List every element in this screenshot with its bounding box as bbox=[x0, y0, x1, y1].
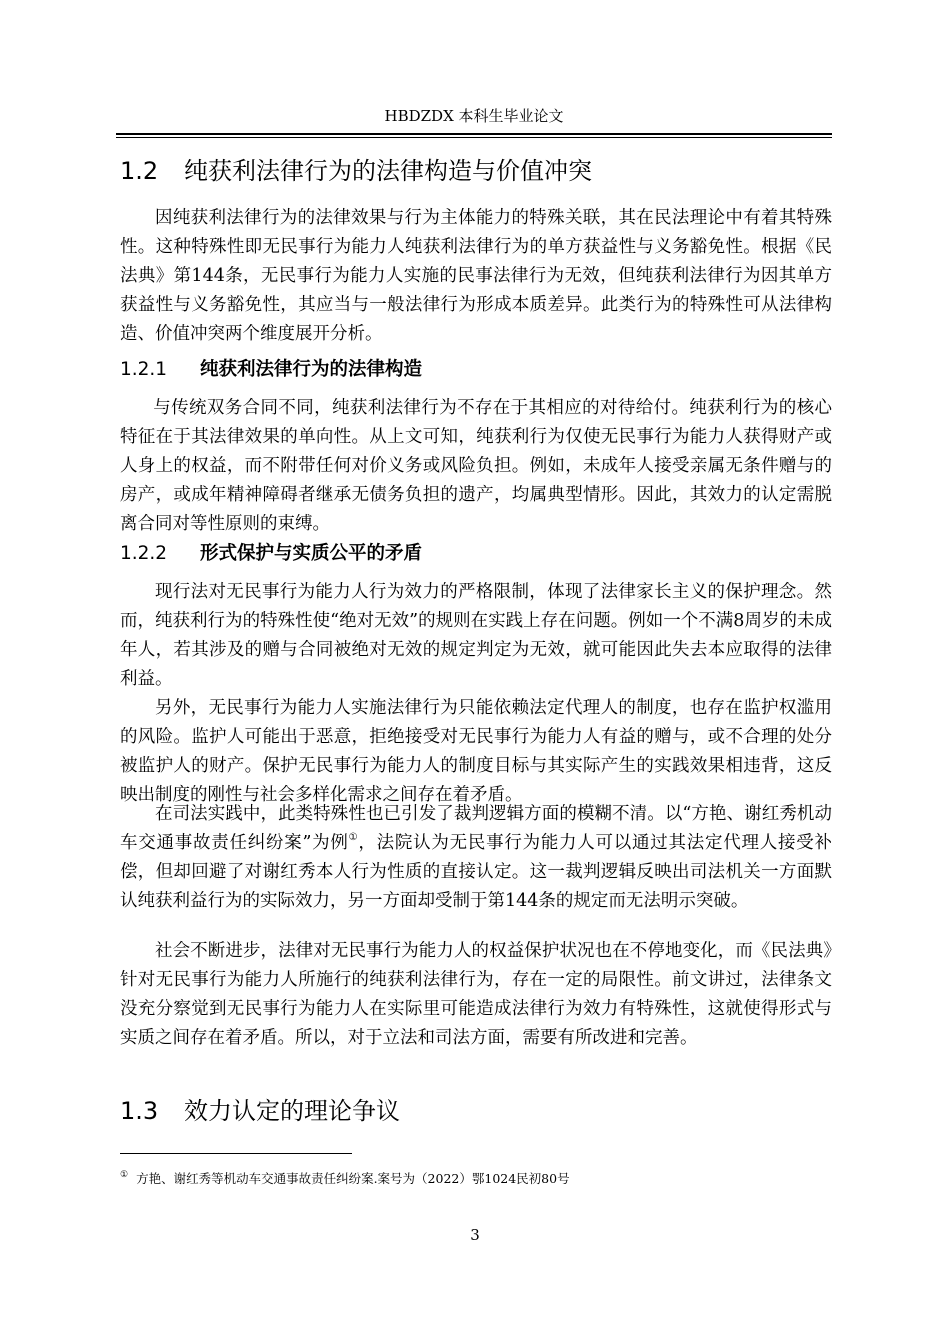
paragraph-text-after-note: ，法院认为无民事行为能力人可以通过其法定代理人接受补偿，但却回避了对谢红秀本人行为性质的直接认定。这一裁判逻辑反映出司法机关一方面默认纯获利益行为的实际效力，另一方面却受制于第144条的规定而无法明示突破。 bbox=[120, 833, 832, 911]
section-heading-1-2 bbox=[120, 156, 830, 186]
paragraph-text-before-note: 在司法实践中，此类特殊性也已引发了裁判逻辑方面的模糊不清。以“方艳、谢红秀机动车交通事故责任纠纷案”为例 bbox=[120, 804, 832, 853]
header-rule bbox=[116, 133, 832, 135]
running-header: HBDZDX 本科生毕业论文 bbox=[384, 107, 564, 125]
subsection-number: 1.2.2 bbox=[120, 543, 168, 564]
paragraph-judicial-practice bbox=[120, 800, 832, 916]
page-number: 3 bbox=[470, 1226, 480, 1244]
footnote bbox=[120, 1166, 832, 1188]
paragraph-conclusion: 社会不断进步，法律对无民事行为能力人的权益保护状况也在不停地变化，而《民法典》针对无民事行为能力人所施行的纯获利法律行为，存在一定的局限性。前文讲过，法律条文没充分察觉到无民事行为能力人在实际里可能造成法律行为效力有特殊性，这就使得形式与实质之间存在着矛盾。所以，对于立法和司法方面，需要有所改进和完善。 bbox=[120, 941, 832, 1048]
paragraph-formal-protection: 现行法对无民事行为能力人行为效力的严格限制，体现了法律家长主义的保护理念。然而，纯获利行为的特殊性使“绝对无效”的规则在实践上存在问题。例如一个不满8周岁的未成年人，若其涉及的赠与合同被绝对无效的规定判定为无效，就可能因此失去本应取得的法律利益。 bbox=[120, 582, 832, 689]
section-title: 效力认定的理论争议 bbox=[184, 1097, 400, 1125]
section-number: 1.2 bbox=[120, 157, 159, 185]
footnote-mark: ① bbox=[120, 1170, 129, 1180]
section-number: 1.3 bbox=[120, 1097, 159, 1125]
subsection-heading-1-2-2 bbox=[120, 541, 830, 567]
footnote-reference[interactable]: ① bbox=[348, 832, 359, 843]
paragraph-guardian-abuse: 另外，无民事行为能力人实施法律行为只能依赖法定代理人的制度，也存在监护权滥用的风险。监护人可能出于恶意，拒绝接受对无民事行为能力人有益的赠与，或不合理的处分被监护人的财产。保护无民事行为能力人的制度目标与其实际产生的实践效果相违背，这反映出制度的刚性与社会多样化需求之间存在着矛盾。 bbox=[120, 698, 832, 805]
subsection-title: 纯获利法律行为的法律构造 bbox=[200, 359, 423, 380]
paragraph-intro: 因纯获利法律行为的法律效果与行为主体能力的特殊关联，其在民法理论中有着其特殊性。这种特殊性即无民事行为能力人纯获利法律行为的单方获益性与义务豁免性。根据《民法典》第144条，无民事行为能力人实施的民事法律行为无效，但纯获利法律行为因其单方获益性与义务豁免性，其应当与一般法律行为形成本质差异。此类行为的特殊性可从法律构造、价值冲突两个维度展开分析。 bbox=[120, 208, 832, 344]
subsection-heading-1-2-1 bbox=[120, 357, 830, 383]
subsection-number: 1.2.1 bbox=[120, 359, 168, 380]
section-heading-1-3 bbox=[120, 1096, 830, 1126]
section-title: 纯获利法律行为的法律构造与价值冲突 bbox=[184, 157, 592, 185]
paragraph-legal-structure: 与传统双务合同不同，纯获利法律行为不存在于其相应的对待给付。纯获利行为的核心特征在于其法律效果的单向性。从上文可知，纯获利行为仅使无民事行为能力人获得财产或人身上的权益，而不附带任何对价义务或风险负担。例如，未成年人接受亲属无条件赠与的房产，或成年精神障碍者继承无债务负担的遗产，均属典型情形。因此，其效力的认定需脱离合同对等性原则的束缚。 bbox=[120, 398, 832, 534]
footnote-separator bbox=[120, 1153, 352, 1154]
header-rule-thin bbox=[116, 137, 832, 138]
subsection-title: 形式保护与实质公平的矛盾 bbox=[200, 543, 423, 564]
footnote-text: 方艳、谢红秀等机动车交通事故责任纠纷案.案号为（2022）鄂1024民初80号 bbox=[136, 1171, 570, 1186]
